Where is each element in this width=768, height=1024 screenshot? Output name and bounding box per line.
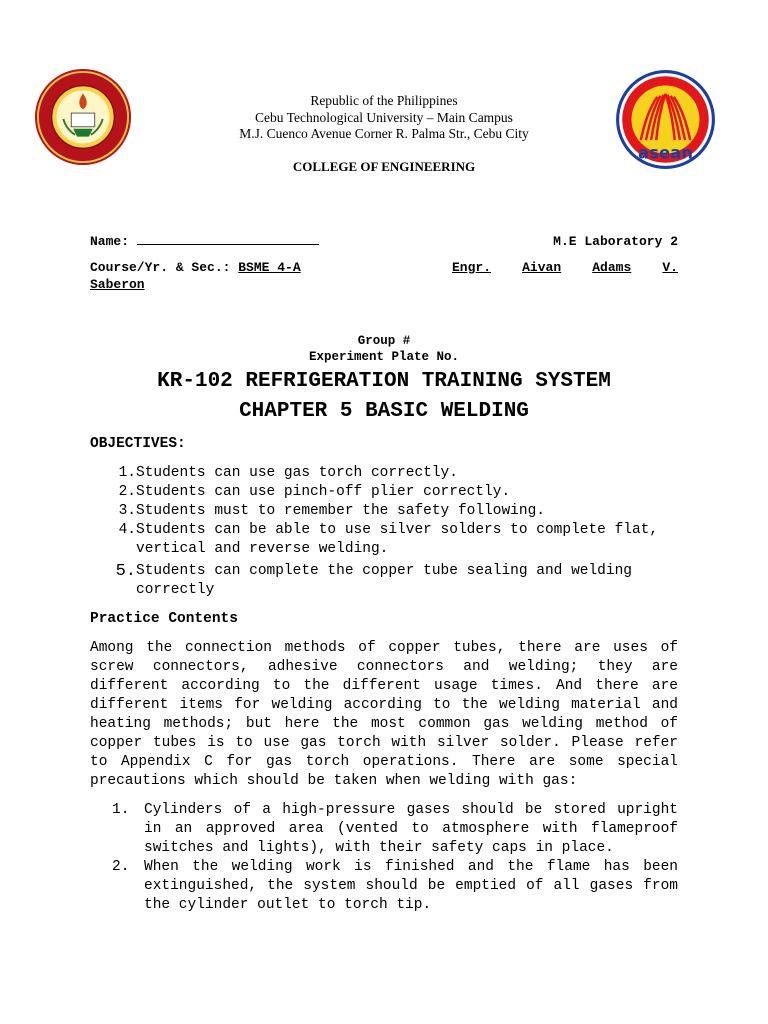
- header-address: M.J. Cuenco Avenue Corner R. Palma Str., Cebu City: [239, 126, 529, 141]
- practice-heading: Practice Contents: [90, 611, 238, 627]
- instructor-name: [452, 260, 678, 275]
- title-block: [0, 333, 768, 427]
- lab-title: M.E Laboratory 2: [553, 234, 678, 249]
- name-field: [90, 232, 319, 249]
- list-number: 2.: [118, 484, 136, 500]
- instructor-middle: Adams: [592, 260, 632, 275]
- header-college: COLLEGE OF ENGINEERING: [292, 158, 476, 174]
- list-item: [90, 464, 678, 483]
- objectives-section: [90, 435, 678, 600]
- course-label: Course/Yr. & Sec.:: [90, 260, 231, 275]
- name-label: Name:: [90, 234, 130, 249]
- practice-section: [90, 610, 678, 915]
- instructor-first: Aivan: [522, 260, 562, 275]
- document-header: [0, 93, 768, 175]
- list-item: [90, 502, 678, 521]
- name-row: [90, 232, 678, 249]
- course-value: BSME 4-A: [238, 260, 301, 275]
- list-text: When the welding work is finished and the flame has been extinguished, the system should be emptied of all gases from the cylinder outlet to torch tip.: [144, 859, 678, 913]
- course-row: [90, 260, 678, 292]
- list-number: 5.: [115, 562, 136, 581]
- experiment-plate: Experiment Plate No.: [308, 350, 460, 364]
- list-item: [90, 521, 678, 559]
- header-republic: Republic of the Philippines: [310, 93, 458, 108]
- instructor-title: Engr.: [452, 260, 492, 275]
- list-number: 2.: [112, 859, 130, 875]
- list-number: 3.: [118, 503, 136, 519]
- chapter-title: CHAPTER 5 BASIC WELDING: [239, 400, 529, 423]
- main-title: KR-102 REFRIGERATION TRAINING SYSTEM: [157, 370, 611, 393]
- list-text: Cylinders of a high-pressure gases should be stored upright in an approved area (vented to atmosphere with flameproof switches and lights), with their safety caps in place.: [144, 802, 678, 856]
- list-number: 4.: [118, 522, 136, 538]
- list-item: [90, 483, 678, 502]
- list-item: [90, 562, 678, 600]
- list-text: Students must to remember the safety following.: [136, 503, 545, 519]
- name-blank-line: [137, 232, 319, 245]
- list-text: Students can be able to use silver solders to complete flat, vertical and reverse welding.: [136, 522, 659, 557]
- group-number: Group #: [357, 334, 411, 348]
- instructor-surname: Saberon: [90, 277, 145, 292]
- precautions-list: [90, 801, 678, 915]
- objectives-heading: OBJECTIVES:: [90, 436, 186, 452]
- list-text: Students can complete the copper tube sealing and welding correctly: [136, 563, 632, 598]
- asean-wordmark: asean: [638, 143, 693, 163]
- practice-paragraph: Among the connection methods of copper tubes, there are uses of screw connectors, adhesive connectors and welding; they are different according to the different usage times. And there are different items for welding according to the welding material and heating methods; but here the most common gas welding method of copper tubes is to use gas torch with silver solder. Please refer to Appendix C for gas torch operations. There are some special precautions which should be taken when welding with gas:: [90, 640, 678, 789]
- list-text: Students can use pinch-off plier correctly.: [136, 484, 511, 500]
- header-university: Cebu Technological University – Main Campus: [255, 109, 513, 125]
- list-item: [90, 801, 678, 858]
- list-number: 1.: [112, 802, 130, 818]
- list-item: [90, 858, 678, 915]
- objectives-list: [90, 464, 678, 600]
- instructor-initial: V.: [662, 260, 678, 275]
- list-number: 1.: [118, 465, 136, 481]
- list-text: Students can use gas torch correctly.: [136, 465, 458, 481]
